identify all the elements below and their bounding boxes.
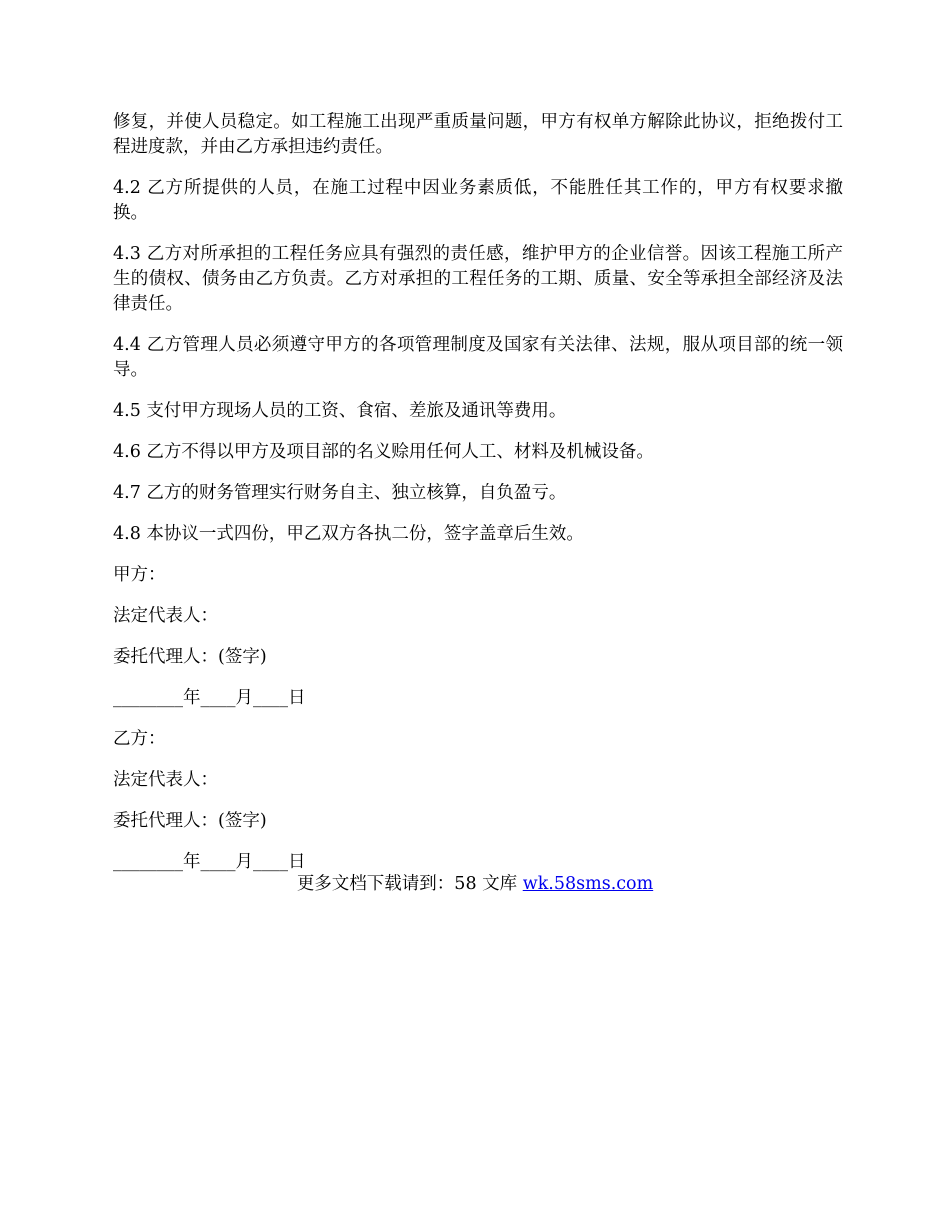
footer-link[interactable]: wk.58sms.com [522,874,654,894]
clause-4-5: 4.5 支付甲方现场人员的工资、食宿、差旅及通讯等费用。 [113,401,567,421]
clause-4-8: 4.8 本协议一式四份，甲乙双方各执二份，签字盖章后生效。 [113,524,584,544]
party-a-date: ________年____月____日 [113,688,306,708]
clause-4-7: 4.7 乙方的财务管理实行财务自主、独立核算，自负盈亏。 [113,483,567,503]
paragraph-continuation: 修复，并使人员稳定。如工程施工出现严重质量问题，甲方有权单方解除此协议，拒绝拨付工程进度款，并由乙方承担违约责任。 [113,112,843,157]
party-b-agent: 委托代理人：(签字) [113,811,267,831]
signature-block-party-b [113,727,843,875]
party-a-agent: 委托代理人：(签字) [113,647,267,667]
clause-4-6: 4.6 乙方不得以甲方及项目部的名义赊用任何人工、材料及机械设备。 [113,442,654,462]
party-a-legal-rep: 法定代表人： [113,606,218,626]
party-b-label: 乙方： [113,729,166,749]
signature-block-party-a [113,563,843,711]
footer-text: 更多文档下载请到：58 文库 [296,874,523,894]
clause-4-3: 4.3 乙方对所承担的工程任务应具有强烈的责任感，维护甲方的企业信誉。因该工程施工所产生的债权、债务由乙方负责。乙方对承担的工程任务的工期、质量、安全等承担全部经济及法律责任。 [113,244,843,314]
clause-4-4: 4.4 乙方管理人员必须遵守甲方的各项管理制度及国家有关法律、法规，服从项目部的统一领导。 [113,335,843,380]
party-a-label: 甲方： [113,565,166,585]
document-body [113,110,843,891]
clause-4-2: 4.2 乙方所提供的人员，在施工过程中因业务素质低，不能胜任其工作的，甲方有权要求撤换。 [113,178,843,223]
party-b-legal-rep: 法定代表人： [113,770,218,790]
party-b-date: ________年____月____日 [113,852,306,872]
download-footer [0,872,950,897]
